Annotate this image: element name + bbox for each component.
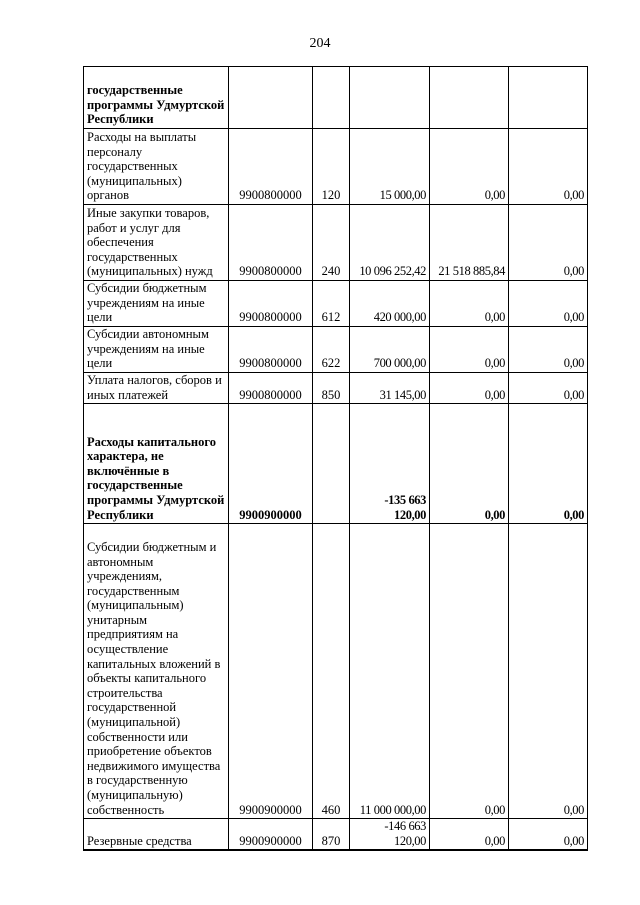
- row-type: 622: [313, 327, 350, 373]
- row-value-3: 0,00: [509, 404, 588, 524]
- row-code: 9900800000: [229, 327, 313, 373]
- row-value-2: 0,00: [430, 404, 509, 524]
- row-value-2: [430, 67, 509, 129]
- row-code: [229, 67, 313, 129]
- row-code: 9900800000: [229, 205, 313, 281]
- row-code: 9900900000: [229, 524, 313, 819]
- row-name: Субсидии бюджетным и автономным учреждениям, государственным (муниципальным) унитарным предприятиям на осуществление капитальных вложений в объекты капитального строительства государственной (муниципальной) собственности или приобретение объектов недвижимого имущества в государственную (муниципальную) собственность: [84, 524, 229, 819]
- row-value-3: 0,00: [509, 819, 588, 851]
- row-value-2: 0,00: [430, 129, 509, 205]
- row-value-1: 700 000,00: [350, 327, 430, 373]
- row-name: Субсидии автономным учреждениям на иные цели: [84, 327, 229, 373]
- table-row: [84, 373, 588, 404]
- row-value-1: -135 663 120,00: [350, 404, 430, 524]
- table-row: [84, 327, 588, 373]
- row-value-3: 0,00: [509, 373, 588, 404]
- row-value-1: 420 000,00: [350, 281, 430, 327]
- budget-table: [83, 66, 588, 851]
- row-code: 9900900000: [229, 819, 313, 851]
- row-value-1: -146 663 120,00: [350, 819, 430, 851]
- row-value-2: 0,00: [430, 524, 509, 819]
- row-value-2: 0,00: [430, 281, 509, 327]
- row-type: 120: [313, 129, 350, 205]
- row-value-1: 31 145,00: [350, 373, 430, 404]
- table-row: [84, 67, 588, 129]
- row-value-1: [350, 67, 430, 129]
- row-type: 240: [313, 205, 350, 281]
- row-name: Субсидии бюджетным учреждениям на иные цели: [84, 281, 229, 327]
- table-row: [84, 129, 588, 205]
- row-type: [313, 404, 350, 524]
- row-value-3: 0,00: [509, 327, 588, 373]
- row-code: 9900800000: [229, 281, 313, 327]
- table-row: [84, 205, 588, 281]
- row-code: 9900800000: [229, 373, 313, 404]
- row-value-3: 0,00: [509, 205, 588, 281]
- row-value-1: 15 000,00: [350, 129, 430, 205]
- row-value-3: 0,00: [509, 281, 588, 327]
- table-row: [84, 819, 588, 851]
- row-name: Резервные средства: [84, 819, 229, 851]
- row-name: государственные программы Удмуртской Республики: [84, 67, 229, 129]
- row-value-1: 11 000 000,00: [350, 524, 430, 819]
- row-type: 612: [313, 281, 350, 327]
- row-value-3: 0,00: [509, 129, 588, 205]
- row-name: Расходы капитального характера, не включённые в государственные программы Удмуртской Республики: [84, 404, 229, 524]
- page-number: 204: [309, 36, 331, 51]
- row-value-3: 0,00: [509, 524, 588, 819]
- table-row: [84, 524, 588, 819]
- row-value-3: [509, 67, 588, 129]
- row-type: 870: [313, 819, 350, 851]
- row-type: 850: [313, 373, 350, 404]
- table-row: [84, 281, 588, 327]
- row-code: 9900800000: [229, 129, 313, 205]
- row-code: 9900900000: [229, 404, 313, 524]
- row-name: Уплата налогов, сборов и иных платежей: [84, 373, 229, 404]
- table-row: [84, 404, 588, 524]
- row-value-2: 0,00: [430, 373, 509, 404]
- row-name: Иные закупки товаров, работ и услуг для обеспечения государственных (муниципальных) нужд: [84, 205, 229, 281]
- row-value-2: 21 518 885,84: [430, 205, 509, 281]
- row-type: [313, 67, 350, 129]
- row-name: Расходы на выплаты персоналу государственных (муниципальных) органов: [84, 129, 229, 205]
- row-value-2: 0,00: [430, 327, 509, 373]
- row-type: 460: [313, 524, 350, 819]
- row-value-2: 0,00: [430, 819, 509, 851]
- row-value-1: 10 096 252,42: [350, 205, 430, 281]
